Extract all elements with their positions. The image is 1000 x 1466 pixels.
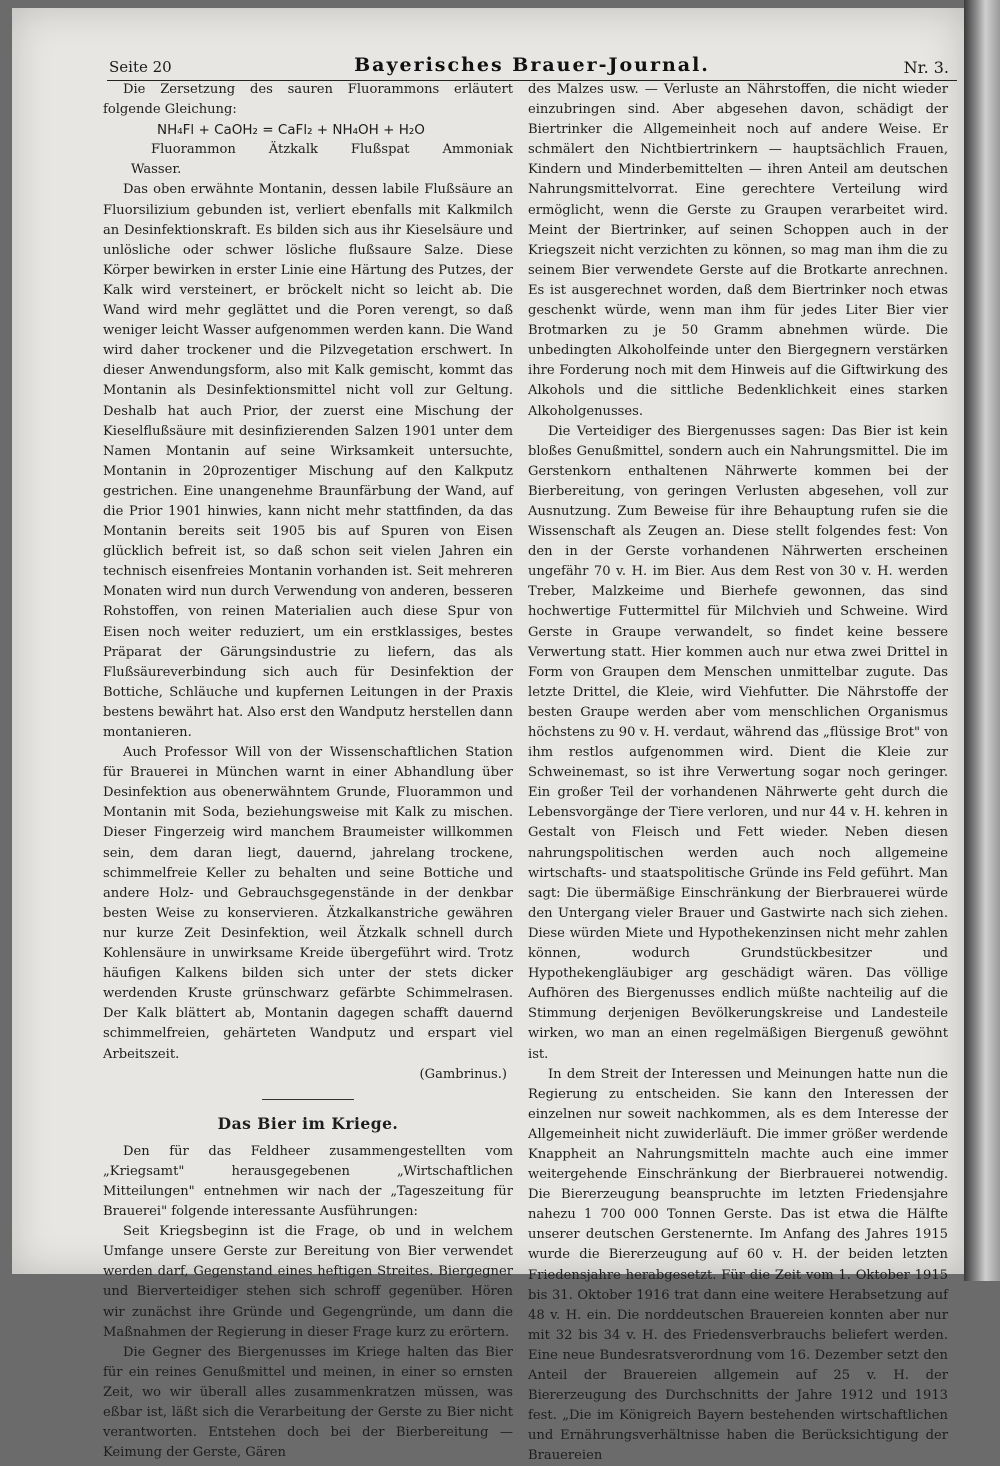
issue-number: Nr. 3. xyxy=(903,58,949,77)
page-header xyxy=(107,54,957,81)
section-divider xyxy=(262,1099,354,1100)
chemical-formula: NH₄Fl + CaOH₂ = CaFl₂ + NH₄OH + H₂O xyxy=(157,122,425,139)
article-heading: Das Bier im Kriege. xyxy=(217,1113,399,1133)
paragraph: Auch Professor Will von der Wissenschaftlichen Station für Brauerei in München warnt in einer Abhandlung über Desinfektion aus obenerwähntem Grunde, Fluorammon und Montanin mit Soda, beziehungsweise mit Kalk zu mischen. Dieser Fingerzeig wird manchem Braumeister willkommen sein, dem daran liegt, dauernd, jahrelang trockene, schimmelfreie Keller zu behalten und seine Bottiche und andere Holz- und Gebrauchsgegenstände in der denkbar besten Weise zu konservieren. Ätzkalkanstriche gewähren nur kurze Zeit Desinfektion, weil Ätzkalk schnell durch Kohlensäure in unwirksame Kreide übergeführt wird. Trotz häufigen Kalkens bilden sich unter der stets dicker werdenden Kruste grünschwarz gefärbte Schimmelrasen. Der Kalk blättert ab, Montanin dagegen schafft dauernd schimmelfreien, gehärteten Wandputz und erspart viel Arbeitszeit. xyxy=(103,745,513,1062)
paragraph: Seit Kriegsbeginn ist die Frage, ob und in welchem Umfange unsere Gerste zur Bereitung von Bier verwendet werden darf, Gegenstand eines heftigen Streites. Biergegner und Bierverteidiger stehen sich schroff gegenüber. Hören wir zunächst ihre Gründe und Gegengründe, um dann die Maßnahmen der Regierung in dieser Frage kurz zu erörtern. xyxy=(103,1224,513,1340)
paragraph: Die Zersetzung des sauren Fluorammons erläutert folgende Gleichung: xyxy=(103,82,513,118)
formula-labels: Fluorammon Ätzkalk Flußspat Ammoniak Wasser. xyxy=(131,142,513,178)
left-column xyxy=(103,80,513,1463)
paragraph: Den für das Feldheer zusammengestellten vom „Kriegsamt" herausgegebenen „Wirtschaftlichen Mitteilungen" entnehmen wir nach der „Tageszeitung für Brauerei" folgende interessante Ausführungen: xyxy=(103,1143,513,1220)
paragraph: In dem Streit der Interessen und Meinungen hatte nun die Regierung zu entscheiden. Sie kann den Interessen der einzelnen nur soweit nachkommen, als es dem Interesse der Allgemeinheit nicht zuwiderläuft. Die immer größer werdende Knappheit an Nahrungsmitteln machte auch eine immer weitergehende Einschränkung der Bierbrauerei notwendig. Die Biererzeugung beanspruchte im letzten Friedensjahre nahezu 1 700 000 Tonnen Gerste. Das ist etwa die Hälfte unserer deutschen Gerstenernte. Im Anfang des Jahres 1915 wurde die Biererzeugung auf 60 v. H. der beiden letzten Friedensjahre herabgesetzt. Für die Zeit vom 1. Oktober 1915 bis 31. Oktober 1916 trat dann eine weitere Herabsetzung auf 48 v. H. ein. Die norddeutschen Brauereien konnten aber nur mit 32 bis 34 v. H. des Friedensverbrauchs beliefert werden. Eine neue Bundesratsverordnung vom 16. Dezember setzt den Anteil der Brauereien allgemein auf 25 v. H. der Biererzeugung des Durchschnitts der Jahre 1912 und 1913 fest. „Die im Königreich Bayern bestehenden wirtschaftlichen und Ernährungsverhältnisse haben die Berücksichtigung der Brauereien xyxy=(528,1066,948,1464)
journal-title: Bayerisches Brauer-Journal. xyxy=(354,54,710,76)
paragraph: des Malzes usw. — Verluste an Nährstoffen, die nicht wieder einzubringen sind. Aber abgesehen davon, schädigt der Biertrinker die Allgemeinheit noch auf andere Weise. Er schmälert den Nichtbiertrinkern — hauptsächlich Frauen, Kindern und Minderbemittelten — ihren Anteil am deutschen Nahrungsmittelvorrat. Eine gerechtere Verteilung wird ermöglicht, wenn die Gerste zu Graupen verarbeitet wird. Meint der Biertrinker, auf seinen Schoppen auch in der Kriegszeit nicht verzichten zu können, so mag man ihm die zu seinem Bier verwendete Gerste auf die Brotkarte anrechnen. Es ist ausgerechnet worden, daß dem Biertrinker noch etwas geschenkt würde, wenn man ihm für jedes Liter Bier vier Brotmarken zu je 50 Gramm abnehmen würde. Die unbedingten Alkoholfeinde unter den Biergegnern verstärken ihre Forderung noch mit dem Hinweis auf die Giftwirkung des Alkohols und die sittliche Bedenklichkeit eines starken Alkoholgenusses. xyxy=(528,82,948,419)
page-number: Seite 20 xyxy=(109,58,172,76)
paragraph: Die Verteidiger des Biergenusses sagen: Das Bier ist kein bloßes Genußmittel, sondern auch ein Nahrungsmittel. Die im Gerstenkorn enthaltenen Nährwerte kommen bei der Bierbereitung, von geringen Verlusten abgesehen, voll zur Ausnutzung. Zum Beweise für ihre Behauptung rufen sie die Wissenschaft als Zeugen an. Diese stellt folgendes fest: Von den in der Gerste vorhandenen Nährwerten erscheinen ungefähr 70 v. H. im Bier. Aus dem Rest von 30 v. H. werden Treber, Malzkeime und Bierhefe gewonnen, das sind hochwertige Futtermittel für Milchvieh und Schweine. Wird Gerste in Graupe verwandelt, so findet keine bessere Verwertung statt. Hier kommen auch nur etwa zwei Drittel in Form von Graupen dem Menschen unmittelbar zugute. Das letzte Drittel, die Kleie, wird Viehfutter. Die Nährstoffe der besten Graupe werden aber vom menschlichen Organismus höchstens zu 90 v. H. verdaut, während das „flüssige Brot" von ihm restlos aufgenommen wird. Dient die Kleie zur Schweinemast, so ist ihre Verwertung sogar noch geringer. Ein großer Teil der vorhandenen Nährwerte geht durch die Lebensvorgänge der Tiere verloren, und nur 44 v. H. kehren in Gestalt von Fleisch und Fett wieder. Neben diesen nahrungspolitischen werden auch noch allgemeine wirtschafts- und staatspolitische Gründe ins Feld geführt. Man sagt: Die übermäßige Einschränkung der Bierbrauerei würde den Untergang vieler Brauer und Gastwirte nach sich ziehen. Diese würden Miete und Hypothekenzinsen nicht mehr zahlen können, wodurch Grundstückbesitzer und Hypothekengläubiger arg geschädigt wären. Das völlige Aufhören des Biergenusses endlich müßte nachteilig auf die Stimmung derjenigen Bevölkerungskreise und Landesteile wirken, wo man an einen regelmäßigen Biergenuß gewöhnt ist. xyxy=(528,423,948,1062)
book-page-edge xyxy=(964,0,1000,1281)
right-column xyxy=(528,80,948,1466)
paragraph: Das oben erwähnte Montanin, dessen labile Flußsäure an Fluorsilizium gebunden ist, verliert ebenfalls mit Kalkmilch an Desinfektionskraft. Es bilden sich aus ihr Kieselsäure und unlösliche oder schwer lösliche flußsaure Salze. Diese Körper bewirken in erster Linie eine Härtung des Putzes, der Kalk wird versteinert, er bröckelt nicht so leicht ab. Die Wand wird mehr geglättet und die Poren verengt, so daß weniger leicht Wasser aufgenommen werden kann. Die Wand wird daher trockener und die Pilzvegetation erschwert. In dieser Anwendungsform, also mit Kalk gemischt, kommt das Montanin als Desinfektionsmittel nicht voll zur Geltung. Deshalb hat auch Prior, der zuerst eine Mischung der Kieselflußsäure mit desinfizierenden Salzen 1901 unter dem Namen Montanin auf seine Wirksamkeit untersuchte, Montanin in 20prozentiger Mischung auf den Kalkputz gestrichen. Eine unangenehme Braunfärbung der Wand, auf die Prior 1901 hinwies, kann nicht mehr stattfinden, da das Montanin bereits seit 1905 bis auf Spuren von Eisen glücklich befreit ist, so daß schon seit vielen Jahren ein technisch eisenfreies Montanin vorhanden ist. Seit mehreren Monaten wird nun durch Verwendung von anderen, besseren Rohstoffen, von reinen Materialien auch diese Spur von Eisen noch weiter reduziert, um ein erstklassiges, bestes Präparat der Gärungsindustrie zu liefern, das als Flußsäureverbindung sich auch für Desinfektion der Bottiche, Schläuche und kupfernen Leitungen in der Praxis bestens bewährt hat. Also erst den Wandputz herstellen dann montanieren. xyxy=(103,182,513,740)
paragraph: Die Gegner des Biergenusses im Kriege halten das Bier für ein reines Genußmittel und meinen, in einer so ernsten Zeit, wo wir überall alles zusammenkratzen müssen, was eßbar ist, läßt sich die Verarbeitung der Gerste zu Bier nicht verantworten. Entstehen doch bei der Bierbereitung — Keimung der Gerste, Gären xyxy=(103,1344,513,1461)
signature-line xyxy=(103,1065,513,1085)
author-signature: (Gambrinus.) xyxy=(419,1066,507,1082)
